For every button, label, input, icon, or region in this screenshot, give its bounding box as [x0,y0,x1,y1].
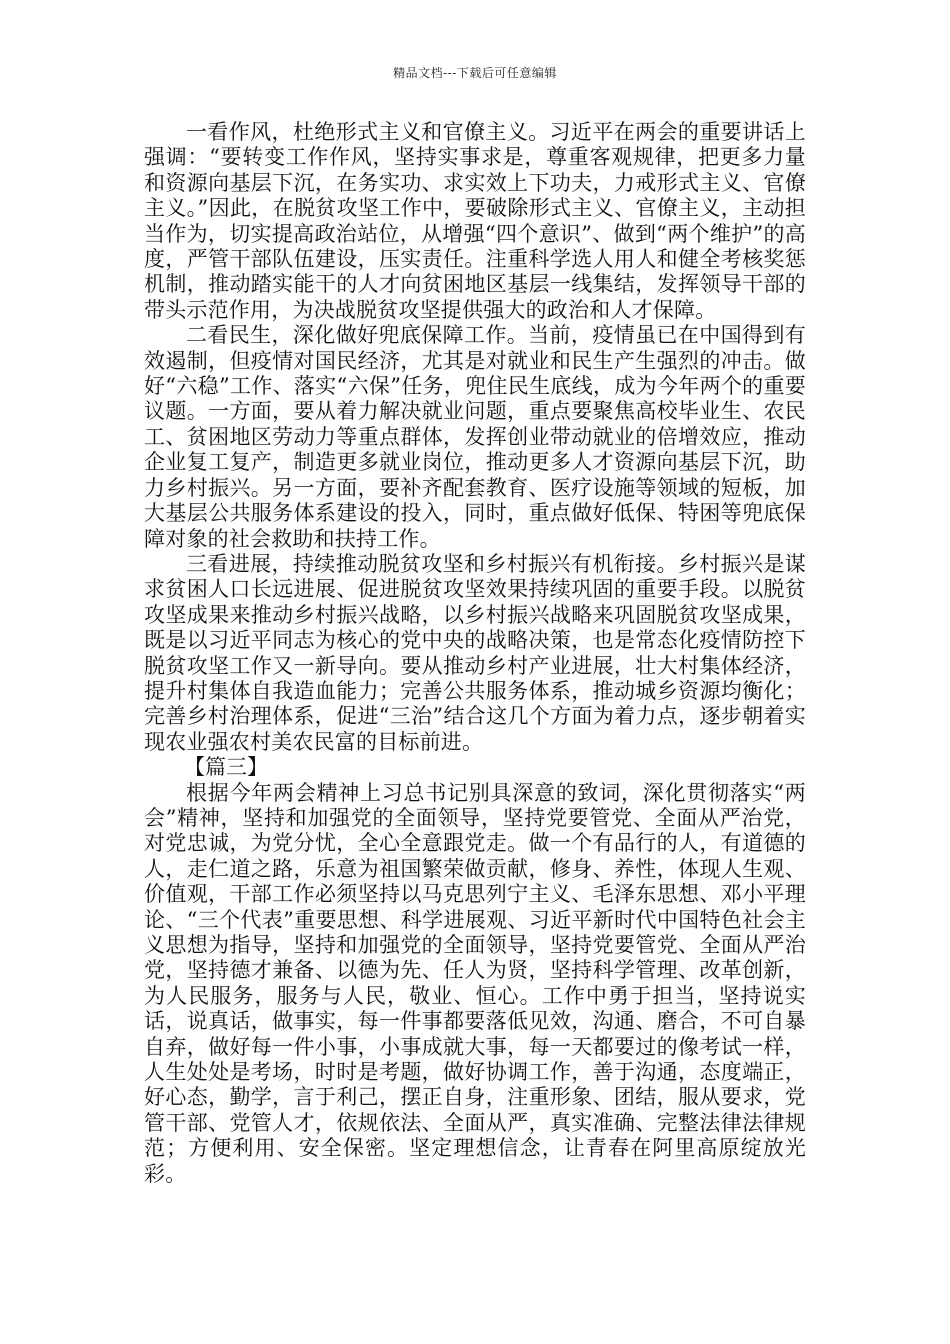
section-title: 【篇三】 [184,755,268,780]
paragraph-work-style: 一看作风，杜绝形式主义和官僚主义。习近平在两会的重要讲话上强调：“要转变工作作风，坚持实事求是，尊重客观规律，把更多力量和资源向基层下沉，在务实功、求实效上下功夫，力戒形式主义、官僚主义。”因此，在脱贫攻坚工作中，要破除形式主义、官僚主义，主动担当作为，切实提高政治站位，从增强“四个意识”、做到“两个维护”的高度，严管干部队伍建设，压实责任。注重科学选人用人和健全考核奖惩机制，推动踏实能干的人才向贫困地区基层一线集结，发挥领导干部的带头示范作用，为决战脱贫攻坚提供强大的政治和人才保障。 [144,120,806,322]
document-body [144,120,806,1187]
page-header: 精品文档---下载后可任意编辑 [393,66,557,80]
paragraph-section-three: 根据今年两会精神上习总书记别具深意的致词，深化贯彻落实“两会”精神，坚持和加强党的全面领导，坚持党要管党、全面从严治党，对党忠诚，为党分忧，全心全意跟党走。做一个有品行的人，有道德的人，走仁道之路，乐意为祖国繁荣做贡献，修身、养性，体现人生观、价值观，干部工作必须坚持以马克思列宁主义、毛泽东思想、邓小平理论、“三个代表”重要思想、科学进展观、习近平新时代中国特色社会主义思想为指导，坚持和加强党的全面领导，坚持党要管党、全面从严治党，坚持德才兼备、以德为先、任人为贤，坚持科学管理、改革创新，为人民服务，服务与人民，敬业、恒心。工作中勇于担当，坚持说实话，说真话，做事实，每一件事都要落低见效，沟通、磨合，不可自暴自弃，做好每一件小事，小事成就大事，每一天都要过的像考试一样，人生处处是考场，时时是考题，做好协调工作，善于沟通，态度端正，好心态，勤学，言于利己，摆正自身，注重形象、团结，服从要求，党管干部、党管人才，依规依法、全面从严，真实准确、完整法律法律规范；方便利用、安全保密。坚定理想信念，让青春在阿里高原绽放光彩。 [144,780,806,1186]
paragraph-livelihood: 二看民生，深化做好兜底保障工作。当前，疫情虽已在中国得到有效遏制，但疫情对国民经济，尤其是对就业和民生产生强烈的冲击。做好“六稳”工作、落实“六保”任务，兜住民生底线，成为今年两个的重要议题。一方面，要从着力解决就业问题，重点要聚焦高校毕业生、农民工、贫困地区劳动力等重点群体，发挥创业带动就业的倍增效应，推动企业复工复产，制造更多就业岗位，推动更多人才资源向基层下沉，助力乡村振兴。另一方面，要补齐配套教育、医疗设施等领域的短板，加大基层公共服务体系建设的投入，同时，重点做好低保、特困等兜底保障对象的社会救助和扶持工作。 [144,323,806,551]
paragraph-progress: 三看进展，持续推动脱贫攻坚和乡村振兴有机衔接。乡村振兴是谋求贫困人口长远进展、促进脱贫攻坚效果持续巩固的重要手段。以脱贫攻坚成果来推动乡村振兴战略，以乡村振兴战略来巩固脱贫攻坚成果，既是以习近平同志为核心的党中央的战略决策，也是常态化疫情防控下脱贫攻坚工作又一新导向。要从推动乡村产业进展，壮大村集体经济，提升村集体自我造血能力；完善公共服务体系，推动城乡资源均衡化；完善乡村治理体系，促进“三治”结合这几个方面为着力点，逐步朝着实现农业强农村美农民富的目标前进。 [144,551,806,754]
